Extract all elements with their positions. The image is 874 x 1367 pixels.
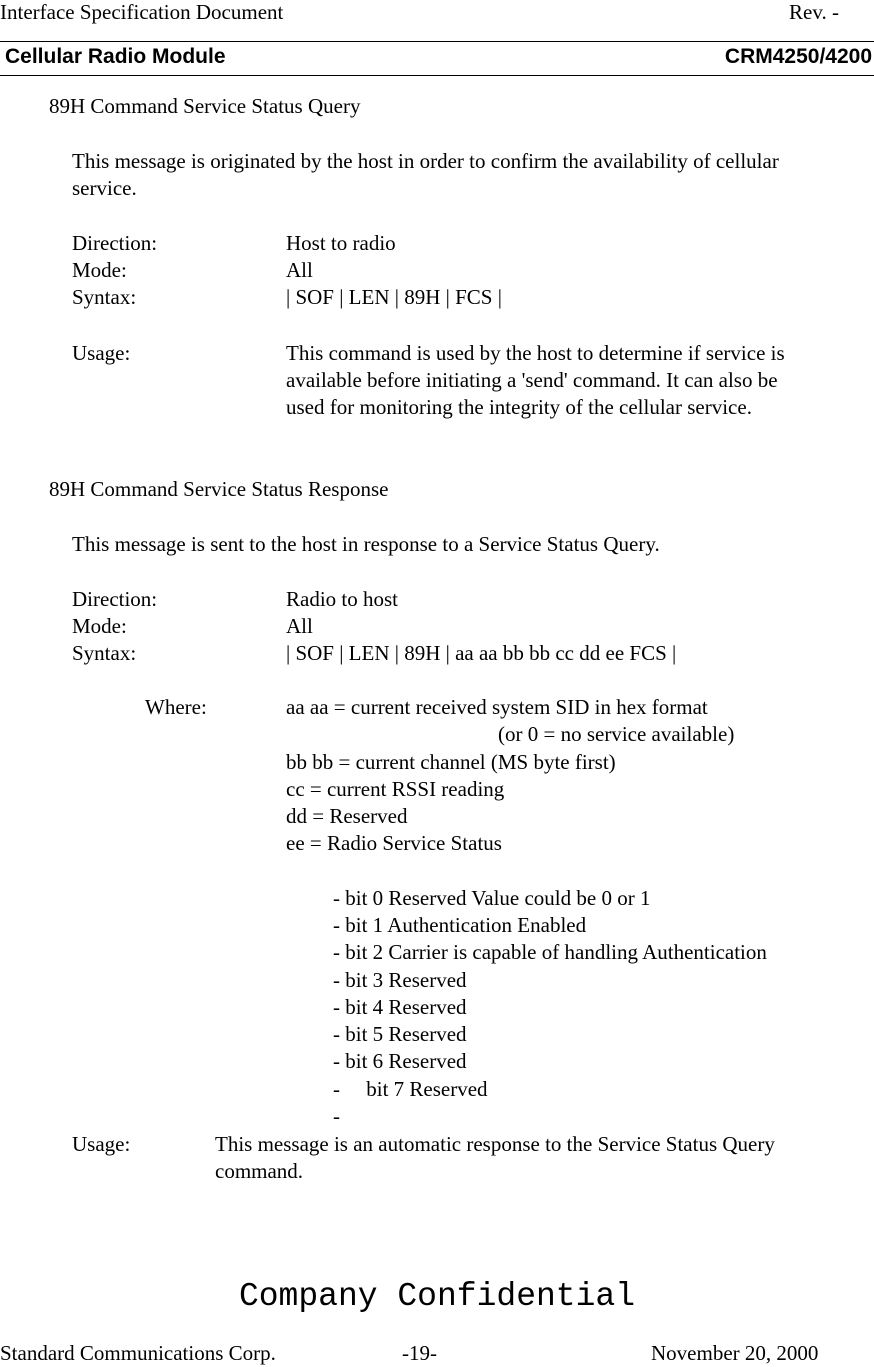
response-direction-value: Radio to host [286,587,399,611]
query-usage-line2: available before initiating a 'send' command. It can also be [286,368,778,392]
query-mode-label: Mode: [72,258,127,282]
footer-date: November 20, 2000 [651,1341,819,1365]
status-bit-item: - bit 2 Carrier is capable of handling Authentication [333,940,767,964]
document-title: Interface Specification Document [0,0,284,24]
response-usage-line1: This message is an automatic response to the Service Status Query [215,1132,775,1156]
model-number: CRM4250/4200 [724,45,872,68]
response-usage-line2: command. [215,1159,304,1183]
response-section-title: 89H Command Service Status Response [49,477,389,501]
where-field-aa-note: (or 0 = no service available) [498,722,735,746]
module-name: Cellular Radio Module [5,45,226,68]
response-usage-label: Usage: [72,1132,131,1156]
query-direction-label: Direction: [72,231,158,255]
footer-page-number: -19- [402,1341,437,1365]
status-bit-item: - bit 0 Reserved Value could be 0 or 1 [333,886,651,910]
query-syntax-label: Syntax: [72,285,137,309]
query-usage-line1: This command is used by the host to determine if service is [286,341,785,365]
where-field-dd: dd = Reserved [286,804,408,828]
query-usage-label: Usage: [72,341,131,365]
where-field-bb: bb bb = current channel (MS byte first) [286,750,616,774]
status-bit-item: - bit 4 Reserved [333,995,467,1019]
query-syntax-value: | SOF | LEN | 89H | FCS | [286,285,502,309]
where-label: Where: [145,695,207,719]
status-bit-item: - [333,1104,340,1128]
where-field-ee: ee = Radio Service Status [286,831,502,855]
response-mode-label: Mode: [72,614,127,638]
query-section-title: 89H Command Service Status Query [49,94,361,118]
response-syntax-label: Syntax: [72,641,137,665]
revision-label: Rev. - [789,0,839,24]
header-rule-bottom [0,75,874,76]
response-mode-value: All [286,614,313,638]
query-usage-line3: used for monitoring the integrity of the cellular service. [286,395,752,419]
response-intro: This message is sent to the host in response to a Service Status Query. [72,532,660,556]
confidential-banner: Company Confidential [238,1278,636,1315]
where-field-aa: aa aa = current received system SID in hex format [286,695,708,719]
header-rule-top [0,41,874,42]
response-direction-label: Direction: [72,587,158,611]
query-intro-line2: service. [72,176,137,200]
query-direction-value: Host to radio [286,231,396,255]
status-bit-item: - bit 5 Reserved [333,1022,467,1046]
status-bit-item: - bit 7 Reserved [333,1077,488,1101]
status-bit-item: - bit 1 Authentication Enabled [333,913,587,937]
response-syntax-value: | SOF | LEN | 89H | aa aa bb bb cc dd ee FCS | [286,641,677,665]
status-bit-item: - bit 3 Reserved [333,968,467,992]
query-intro-line1: This message is originated by the host in order to confirm the availability of cellular [72,149,779,173]
footer-company: Standard Communications Corp. [0,1341,276,1365]
status-bit-item: - bit 6 Reserved [333,1049,467,1073]
where-field-cc: cc = current RSSI reading [286,777,505,801]
query-mode-value: All [286,258,313,282]
